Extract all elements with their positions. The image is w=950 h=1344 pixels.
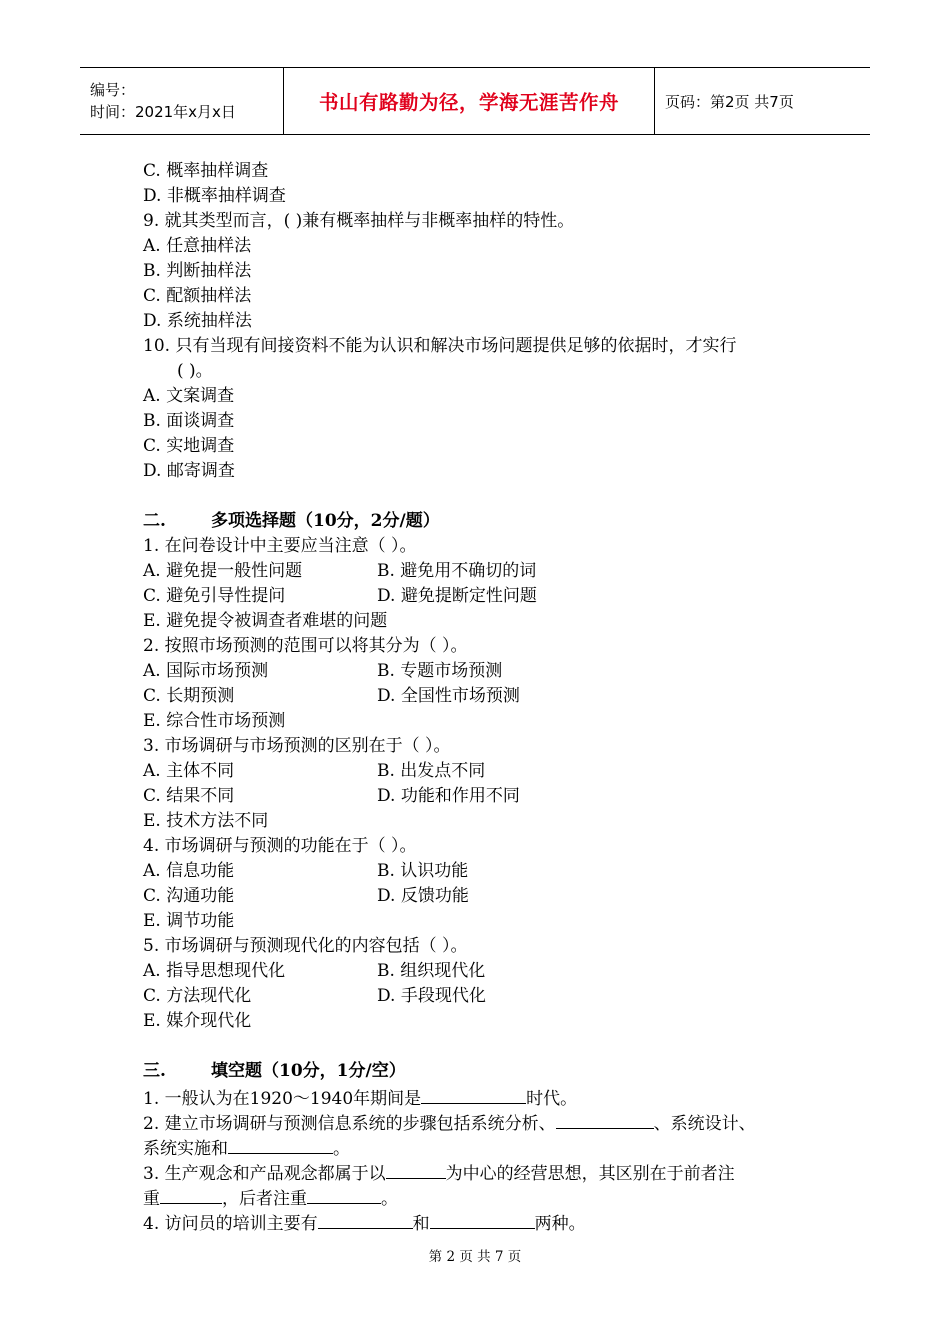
option-line: A. 任意抽样法 <box>143 236 252 256</box>
header-meta <box>80 68 283 134</box>
answer-blank <box>421 1084 526 1104</box>
option-row <box>143 559 823 584</box>
document-body <box>143 159 823 1234</box>
fill-question-4 <box>143 1209 823 1234</box>
option-a: A. 主体不同 <box>143 761 235 781</box>
section-3-heading <box>143 1059 823 1084</box>
question-text: 4. 访问员的培训主要有 <box>143 1214 318 1234</box>
question-text: 3. 市场调研与市场预测的区别在于（ ）。 <box>143 736 451 756</box>
option-line: A. 文案调查 <box>143 386 235 406</box>
question-text: 5. 市场调研与预测现代化的内容包括（ ）。 <box>143 936 468 956</box>
option-e: E. 综合性市场预测 <box>143 711 286 731</box>
option-row <box>143 784 823 809</box>
option-row <box>143 584 823 609</box>
question-block <box>143 934 823 1034</box>
header-motto-cell <box>283 68 655 134</box>
answer-blank <box>318 1209 413 1229</box>
option-a: A. 信息功能 <box>143 861 235 881</box>
option-row <box>143 884 823 909</box>
question-text: 为中心的经营思想，其区别在于前者注 <box>445 1164 735 1184</box>
option-c: C. 方法现代化 <box>143 986 252 1006</box>
fill-question-2 <box>143 1109 823 1134</box>
option-row <box>143 959 823 984</box>
question-text: 1. 一般认为在1920～1940年期间是 <box>143 1089 422 1109</box>
question-text: 3. 生产观念和产品观念都属于以 <box>143 1164 386 1184</box>
document-date-label: 时间：2021年x月x日 <box>90 103 236 121</box>
option-b: B. 出发点不同 <box>377 761 486 781</box>
answer-blank <box>556 1109 654 1129</box>
spacer <box>143 1034 823 1059</box>
option-a: A. 国际市场预测 <box>143 661 269 681</box>
question-text: ，后者注重 <box>222 1189 307 1209</box>
option-b: B. 避免用不确切的词 <box>377 561 537 581</box>
option-line: B. 判断抽样法 <box>143 261 252 281</box>
section-number: 三. <box>143 1061 166 1081</box>
page-header <box>80 67 870 135</box>
option-line: D. 邮寄调查 <box>143 461 235 481</box>
option-e: E. 避免提令被调查者难堪的问题 <box>143 611 388 631</box>
question-text: 。 <box>381 1189 398 1209</box>
option-line: C. 概率抽样调查 <box>143 161 269 181</box>
option-b: B. 认识功能 <box>377 861 469 881</box>
option-row <box>143 659 823 684</box>
question-text: 和 <box>412 1214 430 1234</box>
answer-blank <box>307 1184 381 1204</box>
option-row <box>143 759 823 784</box>
question-10-continuation: ( )。 <box>177 361 213 381</box>
question-text: 两种。 <box>534 1214 586 1234</box>
option-a: A. 指导思想现代化 <box>143 961 286 981</box>
option-a: A. 避免提一般性问题 <box>143 561 303 581</box>
section-number: 二. <box>143 511 166 531</box>
option-c: C. 结果不同 <box>143 786 235 806</box>
question-text: 时代。 <box>526 1089 578 1109</box>
option-e: E. 媒介现代化 <box>143 1011 252 1031</box>
question-text: 1. 在问卷设计中主要应当注意（ ）。 <box>143 536 417 556</box>
option-c: C. 沟通功能 <box>143 886 235 906</box>
header-motto: 书山有路勤为径，学海无涯苦作舟 <box>318 91 619 114</box>
option-d: D. 全国性市场预测 <box>377 686 520 706</box>
option-c: C. 避免引导性提问 <box>143 586 286 606</box>
option-e: E. 调节功能 <box>143 911 235 931</box>
question-text: 重 <box>143 1189 160 1209</box>
fill-question-2-cont <box>143 1134 823 1159</box>
option-b: B. 专题市场预测 <box>377 661 503 681</box>
question-text: 2. 按照市场预测的范围可以将其分为（ ）。 <box>143 636 468 656</box>
answer-blank <box>386 1159 446 1179</box>
option-c: C. 长期预测 <box>143 686 235 706</box>
option-d: D. 功能和作用不同 <box>377 786 520 806</box>
option-line: B. 面谈调查 <box>143 411 235 431</box>
question-text: 4. 市场调研与预测的功能在于（ ）。 <box>143 836 417 856</box>
question-block <box>143 734 823 834</box>
page-footer: 第 2 页 共 7 页 <box>428 1249 522 1265</box>
question-block <box>143 634 823 734</box>
option-line: C. 实地调查 <box>143 436 235 456</box>
fill-question-3 <box>143 1159 823 1184</box>
header-page-number: 页码：第2页 共7页 <box>665 92 794 111</box>
option-d: D. 避免提断定性问题 <box>377 586 537 606</box>
section-2-heading <box>143 509 823 534</box>
fill-question-1 <box>143 1084 823 1109</box>
answer-blank <box>228 1134 333 1154</box>
option-line: C. 配额抽样法 <box>143 286 252 306</box>
option-e: E. 技术方法不同 <box>143 811 269 831</box>
question-text: 系统实施和 <box>143 1139 228 1159</box>
option-line: D. 非概率抽样调查 <box>143 186 286 206</box>
option-d: D. 反馈功能 <box>377 886 469 906</box>
option-d: D. 手段现代化 <box>377 986 486 1006</box>
header-page-cell <box>655 68 870 134</box>
option-row <box>143 859 823 884</box>
option-row <box>143 684 823 709</box>
spacer <box>143 484 823 509</box>
question-block <box>143 834 823 934</box>
question-text: 2. 建立市场调研与预测信息系统的步骤包括系统分析、 <box>143 1114 556 1134</box>
option-line: D. 系统抽样法 <box>143 311 252 331</box>
question-text: 、系统设计、 <box>653 1114 756 1134</box>
document-id-label: 编号： <box>90 81 136 99</box>
section-title: 填空题（10分，1分/空） <box>211 1061 406 1081</box>
question-block <box>143 534 823 634</box>
question-text: 。 <box>333 1139 350 1159</box>
answer-blank <box>430 1209 535 1229</box>
answer-blank <box>160 1184 222 1204</box>
section-title: 多项选择题（10分，2分/题） <box>211 511 440 531</box>
question-10: 10. 只有当现有间接资料不能为认识和解决市场问题提供足够的依据时，才实行 <box>143 336 737 356</box>
option-b: B. 组织现代化 <box>377 961 486 981</box>
option-row <box>143 984 823 1009</box>
question-9: 9. 就其类型而言，( )兼有概率抽样与非概率抽样的特性。 <box>143 211 575 231</box>
fill-question-3-cont <box>143 1184 823 1209</box>
